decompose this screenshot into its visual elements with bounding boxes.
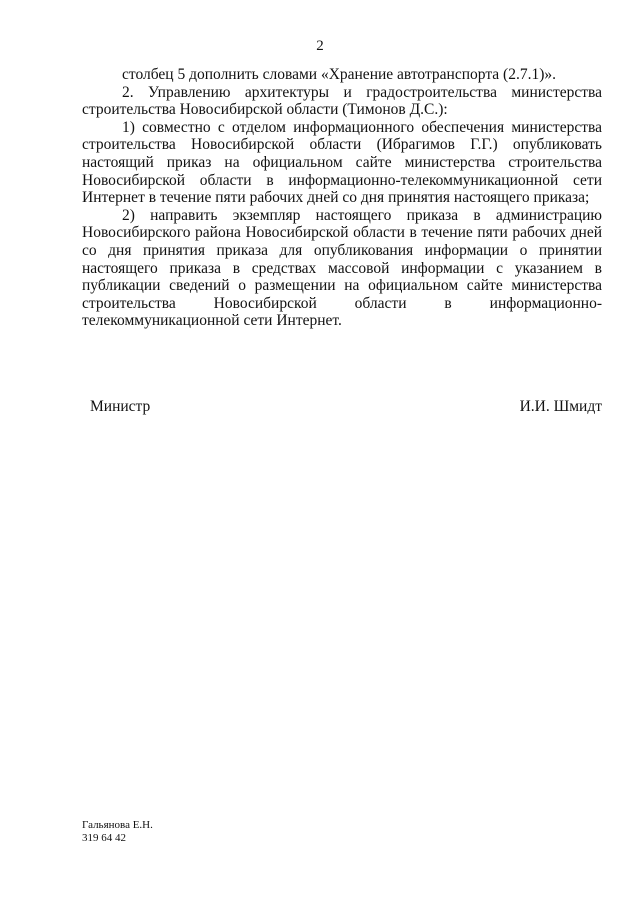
paragraph-subitem-2-send-to-administration: 2) направить экземпляр настоящего приказа в администрацию Новосибирского района Новосибирской области в течение пяти рабочих дней со дня принятия приказа для опубликования информации о принятии настоящего приказа в средствах массовой информации с указанием в публикации сведений о размещении на официальном сайте министерства строительства Новосибирской области в информационно-	[82, 206, 602, 312]
executor-info	[82, 819, 153, 845]
page-number: 2	[316, 38, 324, 54]
executor-name: Гальянова Е.Н.	[82, 819, 153, 831]
paragraph-subitem-2-continuation: телекоммуникационной сети Интернет.	[82, 312, 342, 330]
signatory-title: Министр	[90, 398, 151, 415]
signatory-name: И.И. Шмидт	[519, 398, 602, 415]
executor-phone: 319 64 42	[82, 832, 126, 844]
paragraph-subitem-1-publish-on-site: 1) совместно с отделом информационного обеспечения министерства строительства Новосибирской области (Ибрагимов Г.Г.) опубликовать настоящий приказ на официальном сайте министерства строительства Новосибирской области в информационно-телекоммуникационной сети Интернет в течение пяти рабочих дней со дня принятия настоящего приказа;	[82, 118, 602, 207]
paragraph-column-5-addition: столбец 5 дополнить словами «Хранение автотранспорта (2.7.1)».	[122, 66, 556, 83]
document-body	[82, 66, 602, 330]
paragraph-item-2-architecture-department: 2. Управлению архитектуры и градостроительства министерства строительства Новосибирской области (Тимонов Д.С.):	[82, 83, 602, 119]
